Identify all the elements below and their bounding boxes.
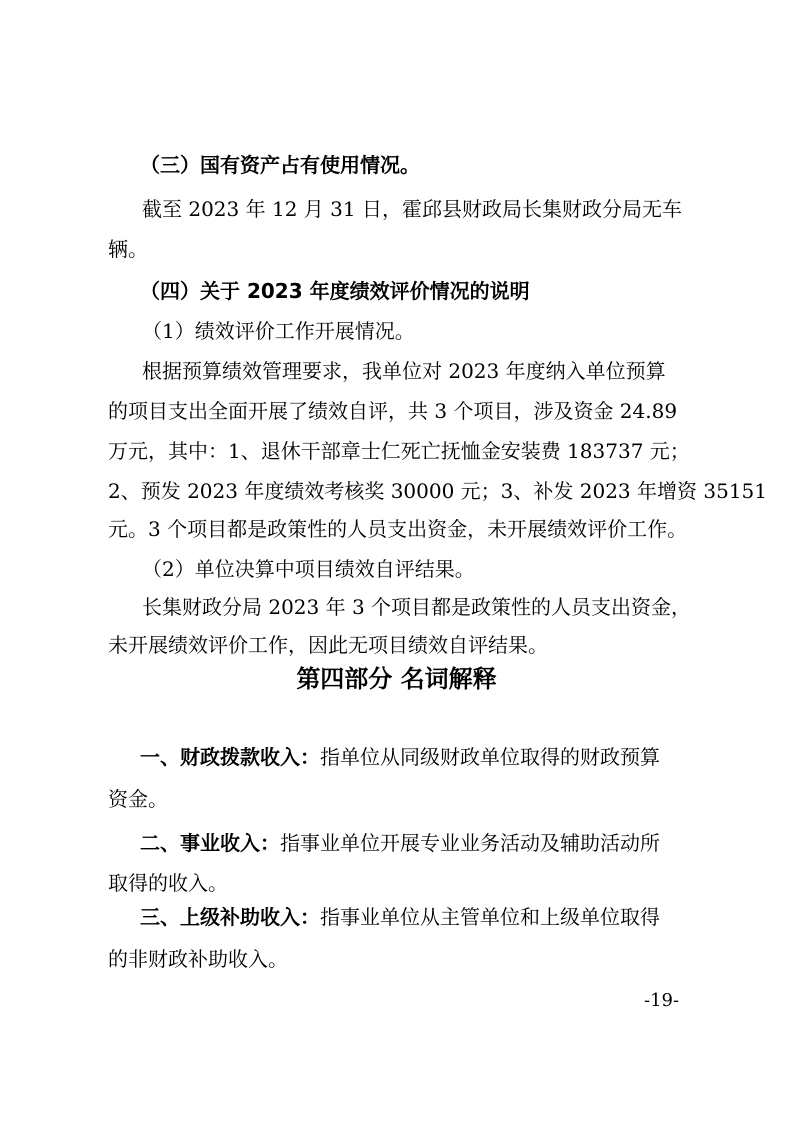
section-4-para-1-line-4: 2、预发 2023 年度绩效考核奖 30000 元；3、补发 2023 年增资 35151 [108,479,767,503]
section-4-subheading-1: （1）绩效评价工作开展情况。 [142,319,415,343]
term-heading: 三、上级补助收入： [140,905,320,929]
section-4-para-1-line-5: 元。3 个项目都是政策性的人员支出资金，未开展绩效评价工作。 [108,517,688,541]
term-definition-continued: 的非财政补助收入。 [108,947,288,971]
part-4-title: 第四部分 名词解释 [296,664,497,693]
term-definition: 指事业单位开展专业业务活动及辅助活动所 [280,831,660,855]
page-number: -19- [644,990,680,1011]
section-4-heading: （四）关于 2023 年度绩效评价情况的说明 [140,279,530,303]
section-4-para-1-line-2: 的项目支出全面开展了绩效自评，共 3 个项目，涉及资金 24.89 [108,399,678,423]
term-item [140,830,660,856]
term-definition: 指单位从同级财政单位取得的财政预算 [320,745,660,769]
section-4-para-1-line-3: 万元，其中：1、退休干部章士仁死亡抚恤金安装费 183737 元； [108,439,690,463]
term-heading: 一、财政拨款收入： [140,745,320,769]
term-item [140,744,660,770]
section-3-text-line-1: 截至 2023 年 12 月 31 日，霍邱县财政局长集财政分局无车 [142,197,682,221]
section-4-para-2-line-1: 长集财政分局 2023 年 3 个项目都是政策性的人员支出资金， [142,595,692,619]
term-heading: 二、事业收入： [140,831,280,855]
term-definition: 指事业单位从主管单位和上级单位取得 [320,905,660,929]
term-definition-continued: 资金。 [108,787,168,811]
section-3-heading: （三）国有资产占有使用情况。 [140,153,420,177]
term-item [140,904,660,930]
section-4-para-2-line-2: 未开展绩效评价工作，因此无项目绩效自评结果。 [108,633,548,657]
section-4-subheading-2: （2）单位决算中项目绩效自评结果。 [142,557,475,581]
term-definition-continued: 取得的收入。 [108,871,228,895]
section-3-text-line-2: 辆。 [108,237,148,261]
section-4-para-1-line-1: 根据预算绩效管理要求，我单位对 2023 年度纳入单位预算 [142,359,666,383]
